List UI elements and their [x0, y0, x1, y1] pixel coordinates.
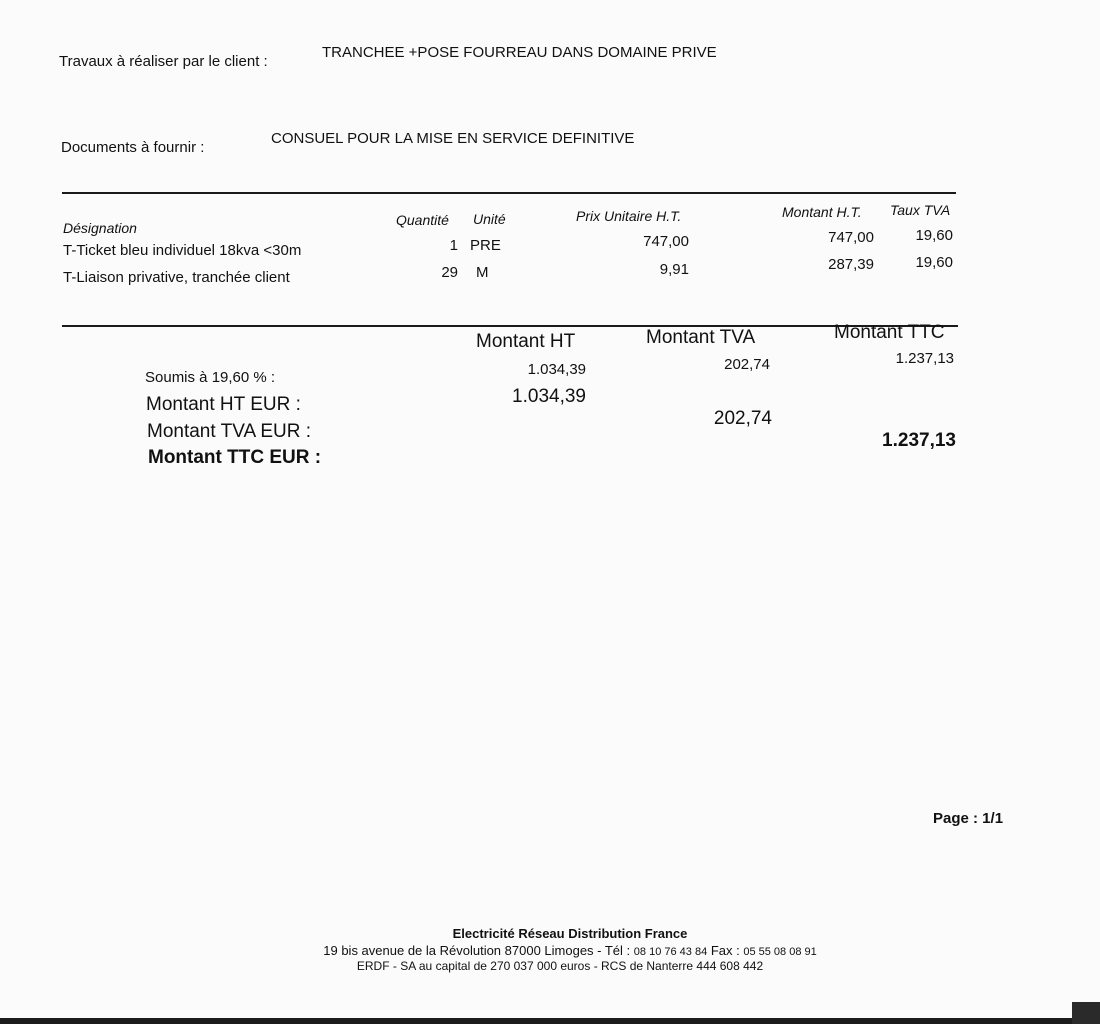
row-designation: T-Ticket bleu individuel 18kva <30m	[63, 242, 302, 259]
footer-company: Electricité Réseau Distribution France	[452, 926, 688, 941]
soumis-tva: 202,74	[724, 356, 770, 373]
col-montant-ht: Montant H.T.	[782, 204, 862, 220]
totals-top-rule	[62, 325, 958, 327]
col-prix-unitaire: Prix Unitaire H.T.	[576, 208, 682, 224]
totals-header-ttc: Montant TTC	[834, 322, 945, 343]
row-quantite: 29	[441, 264, 458, 281]
row-montant-ht: 747,00	[828, 229, 874, 246]
footer-fax-label: Fax :	[710, 943, 740, 958]
row-taux-tva: 19,60	[915, 254, 953, 271]
footer-address-line	[20, 943, 1100, 958]
totals-header-ht: Montant HT	[476, 331, 576, 352]
scan-edge-bottom	[0, 1018, 1100, 1024]
row-montant-ht: 287,39	[828, 256, 874, 273]
scan-edge-corner	[1072, 1002, 1100, 1024]
documents-label: Documents à fournir :	[61, 139, 205, 156]
row-prix-unitaire: 747,00	[643, 233, 689, 250]
col-designation: Désignation	[63, 220, 137, 236]
footer-tel: 08 10 76 43 84	[633, 946, 708, 958]
row-unite: M	[476, 264, 489, 281]
table-top-rule	[62, 192, 956, 194]
documents-value: CONSUEL POUR LA MISE EN SERVICE DEFINITIVE	[271, 130, 635, 147]
soumis-ttc: 1.237,13	[895, 350, 954, 367]
col-taux-tva: Taux TVA	[890, 202, 951, 218]
row-designation: T-Liaison privative, tranchée client	[63, 269, 290, 286]
row-quantite: 1	[449, 237, 458, 254]
ttc-eur-label: Montant TTC EUR :	[148, 447, 322, 468]
row-prix-unitaire: 9,91	[659, 261, 689, 278]
footer-address: 19 bis avenue de la Révolution 87000 Limoges - Tél :	[323, 943, 631, 958]
totals-header-tva: Montant TVA	[646, 327, 756, 348]
footer-legal: ERDF - SA au capital de 270 037 000 euros - RCS de Nanterre 444 608 442	[356, 959, 764, 973]
row-unite: PRE	[470, 237, 501, 254]
page-indicator: Page : 1/1	[933, 810, 1004, 827]
tva-eur-label: Montant TVA EUR :	[147, 421, 312, 442]
ht-eur-value: 1.034,39	[512, 386, 586, 407]
col-unite: Unité	[473, 211, 506, 227]
soumis-label: Soumis à 19,60 % :	[145, 369, 276, 386]
col-quantite: Quantité	[396, 212, 449, 228]
ht-eur-label: Montant HT EUR :	[146, 394, 301, 415]
tva-eur-value: 202,74	[713, 408, 772, 429]
footer-fax: 05 55 08 08 91	[743, 946, 817, 958]
soumis-ht: 1.034,39	[527, 361, 586, 378]
travaux-label: Travaux à réaliser par le client :	[59, 53, 268, 70]
travaux-value: TRANCHEE +POSE FOURREAU DANS DOMAINE PRIVE	[322, 44, 717, 61]
row-taux-tva: 19,60	[915, 227, 953, 244]
ttc-eur-value: 1.237,13	[882, 430, 956, 451]
